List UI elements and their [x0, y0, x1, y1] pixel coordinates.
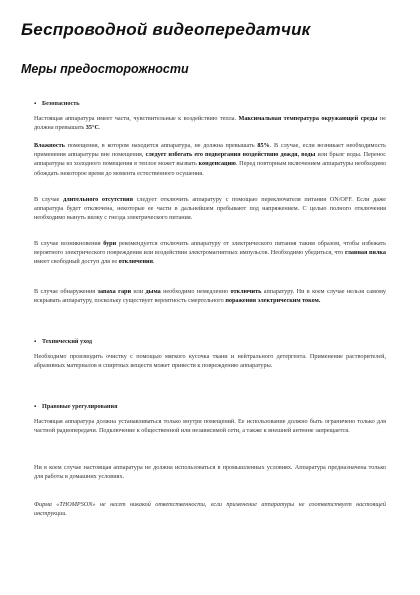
emphasis-text: главная вилка: [344, 249, 386, 257]
section-heading-maintenance: [34, 338, 92, 345]
bullet-icon: ▪: [34, 100, 37, 107]
emphasis-text: бури: [103, 240, 117, 247]
body-text: Необходимо производить очистку с помощью мягкого кусочка ткани и нейтрального детергента. Применение растворителей, абразивных материалов и спиртных веществ может привести к повреждению аппаратуры.: [34, 353, 386, 370]
emphasis-text: конденсацию: [198, 160, 236, 168]
body-text: имеет свободный доступ для ее: [34, 258, 119, 266]
paragraph: [34, 141, 386, 178]
body-text: . Перед повторным включением аппаратуры необходимо обождать некоторое время до момента естественного осушения.: [34, 160, 386, 177]
emphasis-text: длительного отсутствия: [63, 196, 133, 203]
section-heading-label: Безопасность: [42, 100, 80, 107]
paragraph: [34, 239, 386, 267]
body-text: или брызг воды. Перенос аппаратуры из холодного помещения в теплое может вызвать: [34, 151, 386, 168]
body-text: В случае возникновения: [34, 240, 104, 247]
emphasis-text: 35°С: [85, 124, 99, 132]
section-heading-label: Правовые урегулирования: [42, 403, 118, 410]
emphasis-text: 85%: [257, 142, 270, 149]
body-text: . В случае, если возникает необходимость применения аппаратуры вне помещения,: [34, 142, 386, 159]
body-text: Настоящая аппаратура имеет части, чувствительные к воздействию тепла.: [34, 115, 239, 122]
body-text: .: [152, 258, 155, 266]
emphasis-text: следует избегать его подвергания воздействию дождя, воды: [145, 151, 316, 159]
emphasis-text: Максимальная температура окружающей среды: [238, 115, 378, 122]
body-text: В случае: [34, 196, 64, 203]
body-text: .: [98, 124, 101, 132]
disclaimer-paragraph: [34, 500, 386, 518]
emphasis-text: отключения: [118, 258, 153, 266]
paragraph: [34, 417, 386, 435]
body-text: следует отключить аппаратуру с помощью переключателя питания ON/OFF. Если даже аппаратура будет отключена, некоторые ее части в дальнейшем пребывают под напряжением. С целью полного отключения необходимо вынуть вилку с гнезда электрического питания.: [34, 196, 386, 222]
paragraph: [34, 287, 386, 305]
bullet-icon: ▪: [34, 403, 37, 410]
body-text: не должна превышать: [34, 115, 387, 132]
body-text: Ни в коем случае настоящая аппаратура не должна использоваться в промышленных условиях. Аппаратура предназначена только для работы в домашних условиях.: [34, 464, 386, 481]
emphasis-text: дыма: [145, 288, 161, 295]
body-text: Фирма «THOMPSON» не несет никакой ответственности, если применение аппаратуры не соответствует настоящей инструкции.: [34, 501, 386, 518]
section-heading-legal: [34, 403, 117, 410]
paragraph: [34, 463, 386, 481]
paragraph: [34, 352, 386, 370]
emphasis-text: поражения электрическим током.: [225, 297, 321, 305]
emphasis-text: отключить: [230, 288, 262, 295]
paragraph: [34, 114, 386, 132]
body-text: Настоящая аппаратура должна устанавливаться только внутри помещений. Ее использование должно быть ограничено только для частной радиопередачи. Подключение к общественной или независимой сети, а также к внешней антенне запрещается.: [34, 418, 386, 435]
emphasis-text: Влажность: [34, 142, 65, 149]
emphasis-text: запаха гари: [97, 288, 132, 295]
document-title: Беспроводной видеопередатчик: [21, 20, 311, 39]
section-heading-label: Технический уход: [42, 338, 93, 345]
section-heading-safety: [34, 100, 80, 107]
bullet-icon: ▪: [34, 338, 37, 345]
body-text: или: [131, 288, 146, 295]
paragraph: [34, 195, 386, 223]
body-text: В случае обнаружения: [34, 288, 98, 295]
body-text: помещения, в котором находится аппаратура, не должна превышать: [64, 142, 258, 149]
body-text: аппаратуру. Ни в коем случае нельзя самому вскрывать аппаратуру, поскольку существует вероятность смертельного: [34, 288, 386, 305]
body-text: необходимо немедленно: [160, 288, 231, 295]
document-subtitle: Меры предосторожности: [21, 62, 189, 76]
body-text: рекомендуется отключить аппаратуру от электрического питания таким образом, чтобы избежать вероятного электрического повреждения или воздействия электромагнитных импульсов. Необходимо убедиться, что: [34, 240, 386, 257]
